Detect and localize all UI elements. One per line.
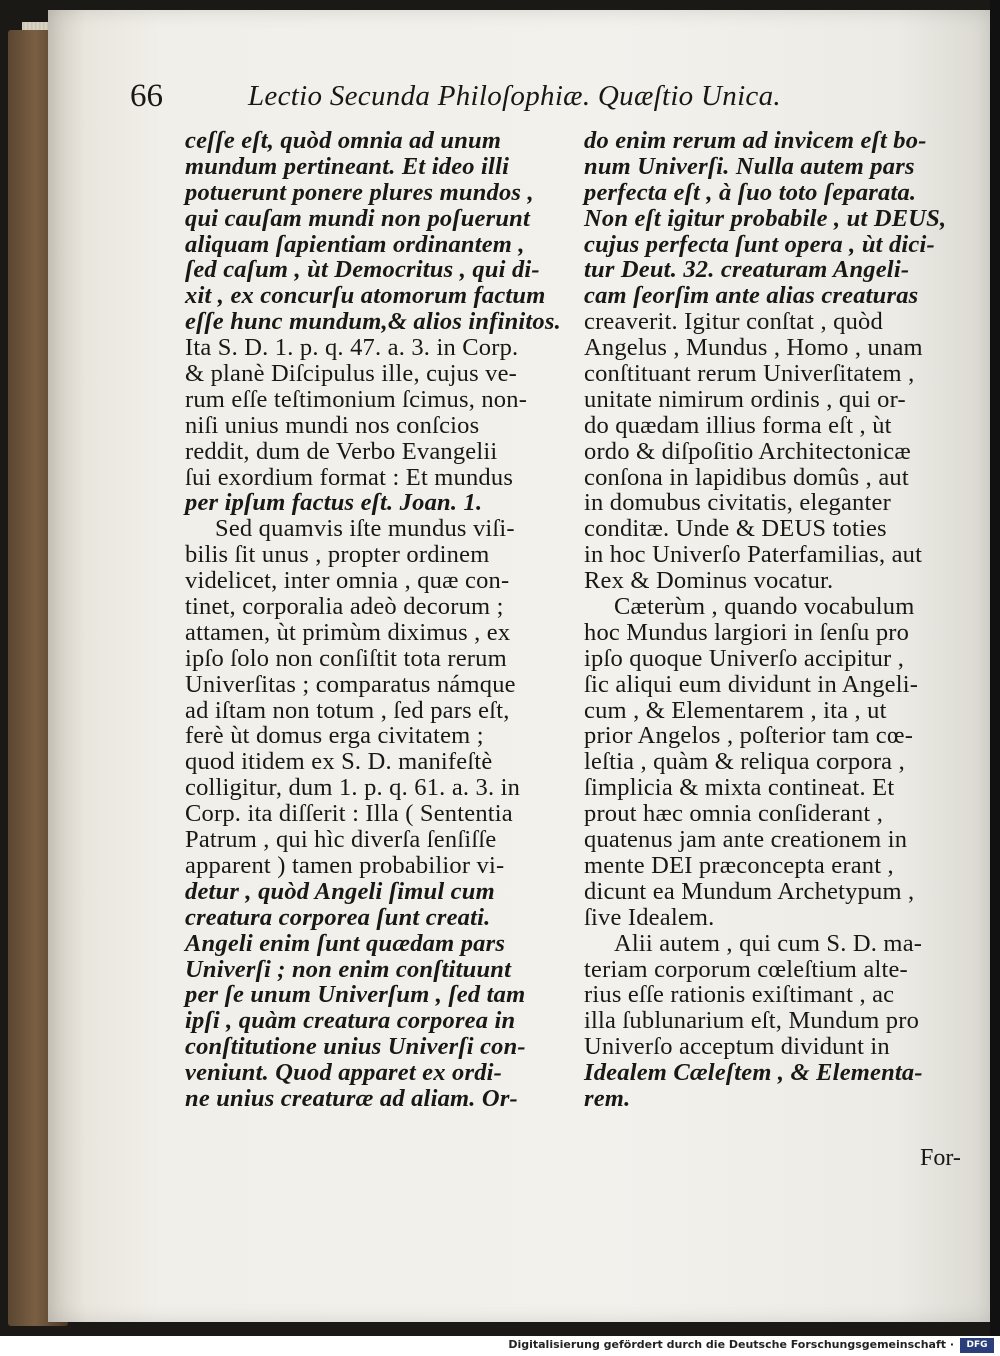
text-line: Patrum , qui hìc diverſa ſenſiſſe — [185, 826, 497, 854]
running-head-title: Lectio Secunda Philoſophiæ. Quæſtio Unica. — [248, 80, 781, 112]
text-line: Corp. ita diſſerit : Illa ( Sententia — [185, 800, 513, 828]
text-line: in hoc Univerſo Paterfamilias, aut — [584, 541, 923, 569]
text-line: hoc Mundus largiori in ſenſu pro — [584, 618, 910, 646]
text-line: illa ſublunarium eſt, Mundum pro — [584, 1007, 920, 1035]
text-line: ipſo ſolo non conſiſtit tota rerum — [185, 644, 507, 672]
text-line: rem. — [584, 1084, 631, 1112]
text-line: eſſe hunc mundum,& alios infinitos. — [185, 308, 561, 336]
text-line: rius eſſe rationis exiſtimant , ac — [584, 981, 895, 1009]
text-line: cam ſeorſim ante alias creaturas — [584, 282, 919, 310]
text-line: quatenus jam ante creationem in — [584, 826, 908, 854]
text-line: leſtia , quàm & reliqua corpora , — [584, 748, 905, 776]
text-line: cujus perfecta ſunt opera , ùt dici- — [584, 230, 935, 258]
text-line: Alii autem , qui cum S. D. ma- — [614, 929, 923, 957]
dfg-logo: DFG — [960, 1338, 994, 1353]
scan-border — [990, 0, 1000, 1336]
running-head — [130, 78, 930, 128]
text-line: colligitur, dum 1. p. q. 61. a. 3. in — [185, 774, 521, 802]
text-line: & planè Diſcipulus ille, cujus ve- — [185, 360, 518, 388]
page-number: 66 — [130, 78, 163, 114]
text-line: bilis ſit unus , propter ordinem — [185, 541, 490, 569]
text-line: per ſe unum Univerſum , ſed tam — [185, 981, 526, 1009]
text-line: ſui exordium format : Et mundus — [185, 463, 514, 491]
text-line: do enim rerum ad invicem eſt bo- — [584, 127, 927, 154]
text-line: Univerſo acceptum dividunt in — [584, 1033, 890, 1061]
text-line: ferè ùt domus erga civitatem ; — [185, 722, 484, 750]
text-line: unitate nimirum ordinis , qui or- — [584, 385, 906, 413]
text-line: detur , quòd Angeli ſimul cum — [185, 877, 495, 905]
text-line: veniunt. Quod apparet ex ordi- — [185, 1059, 503, 1087]
text-line: ſic aliqui eum dividunt in Angeli- — [584, 670, 919, 698]
text-line: num Univerſi. Nulla autem pars — [584, 152, 915, 180]
text-line: prout hæc omnia conſiderant , — [584, 800, 884, 828]
text-line: do quædam illius forma eſt , ùt — [584, 411, 892, 439]
text-line: creaverit. Igitur conſtat , quòd — [584, 308, 883, 336]
text-line: prior Angelos , poſterior tam cœ- — [584, 722, 914, 750]
text-line: apparent ) tamen probabilior vi- — [185, 851, 505, 879]
text-line: creatura corporea ſunt creati. — [185, 903, 491, 931]
text-line: conſona in lapidibus domûs , aut — [584, 463, 909, 491]
text-line: videlicet, inter omnia , quæ con- — [185, 567, 510, 595]
text-line: Angeli enim ſunt quædam pars — [185, 929, 506, 957]
text-line: attamen, ùt primùm diximus , ex — [185, 618, 511, 646]
text-line: niſi unius mundi nos conſcios — [185, 411, 480, 439]
text-line: Cæterùm , quando vocabulum — [614, 593, 915, 621]
text-line: cum , & Elementarem , ita , ut — [584, 696, 887, 724]
text-line: potuerunt ponere plures mundos , — [185, 178, 534, 206]
text-line: ſive Idealem. — [584, 903, 715, 931]
text-line: per ipſum factus eſt. Joan. 1. — [185, 489, 483, 517]
text-line: Univerſi ; non enim conſtituunt — [185, 955, 512, 983]
text-line: Non eſt igitur probabile , ut DEUS, — [584, 204, 947, 232]
text-line: qui cauſam mundi non poſuerunt — [185, 204, 531, 232]
text-line: ipſi , quàm creatura corporea in — [185, 1007, 516, 1035]
left-text-column — [185, 128, 567, 1112]
text-line: in domubus civitatis, eleganter — [584, 489, 891, 517]
text-line: conditæ. Unde & DEUS toties — [584, 515, 887, 543]
text-line: Idealem Cæleſtem , & Elementa- — [584, 1059, 923, 1087]
right-text-column — [584, 128, 962, 1112]
funding-notice: Digitalisierung gefördert durch die Deutsche Forschungsgemeinschaft · — [508, 1338, 954, 1351]
text-line: Univerſitas ; comparatus námque — [185, 670, 516, 698]
footer-bar — [0, 1336, 1000, 1356]
text-line: ne unius creaturæ ad aliam. Or- — [185, 1084, 518, 1112]
text-line: quod itidem ex S. D. manifeſtè — [185, 748, 493, 776]
text-line: ipſo quoque Univerſo accipitur , — [584, 644, 905, 672]
text-line: xit , ex concurſu atomorum factum — [185, 282, 546, 310]
text-line: ſimplicia & mixta contineat. Et — [584, 774, 895, 802]
text-line: conſtitutione unius Univerſi con- — [185, 1033, 526, 1061]
catchword: For- — [920, 1145, 961, 1171]
text-line: dicunt ea Mundum Archetypum , — [584, 877, 915, 905]
text-line: Ita S. D. 1. p. q. 47. a. 3. in Corp. — [185, 334, 519, 362]
text-line: conſtituant rerum Univerſitatem , — [584, 360, 915, 388]
text-line: ad iſtam non totum , ſed pars eſt, — [185, 696, 510, 724]
text-line: ſed caſum , ùt Democritus , qui di- — [185, 256, 540, 284]
text-line: aliquam ſapientiam ordinantem , — [185, 230, 525, 258]
text-line: Sed quamvis iſte mundus viſi- — [215, 515, 515, 543]
text-line: mundum pertineant. Et ideo illi — [185, 152, 510, 180]
text-line: rum eſſe teſtimonium ſcimus, non- — [185, 385, 528, 413]
text-line: ceſſe eſt, quòd omnia ad unum — [185, 127, 502, 154]
text-line: reddit, dum de Verbo Evangelii — [185, 437, 498, 465]
text-line: Angelus , Mundus , Homo , unam — [584, 334, 923, 362]
text-line: tinet, corporalia adeò decorum ; — [185, 593, 504, 621]
text-line: perfecta eſt , à ſuo toto ſeparata. — [584, 178, 917, 206]
text-line: ordo & diſpoſitio Architectonicæ — [584, 437, 911, 465]
text-line: Rex & Dominus vocatur. — [584, 567, 834, 595]
text-line: tur Deut. 32. creaturam Angeli- — [584, 256, 910, 284]
text-line: teriam corporum cœleſtium alte- — [584, 955, 908, 983]
text-line: mente DEI præconcepta erant , — [584, 851, 894, 879]
